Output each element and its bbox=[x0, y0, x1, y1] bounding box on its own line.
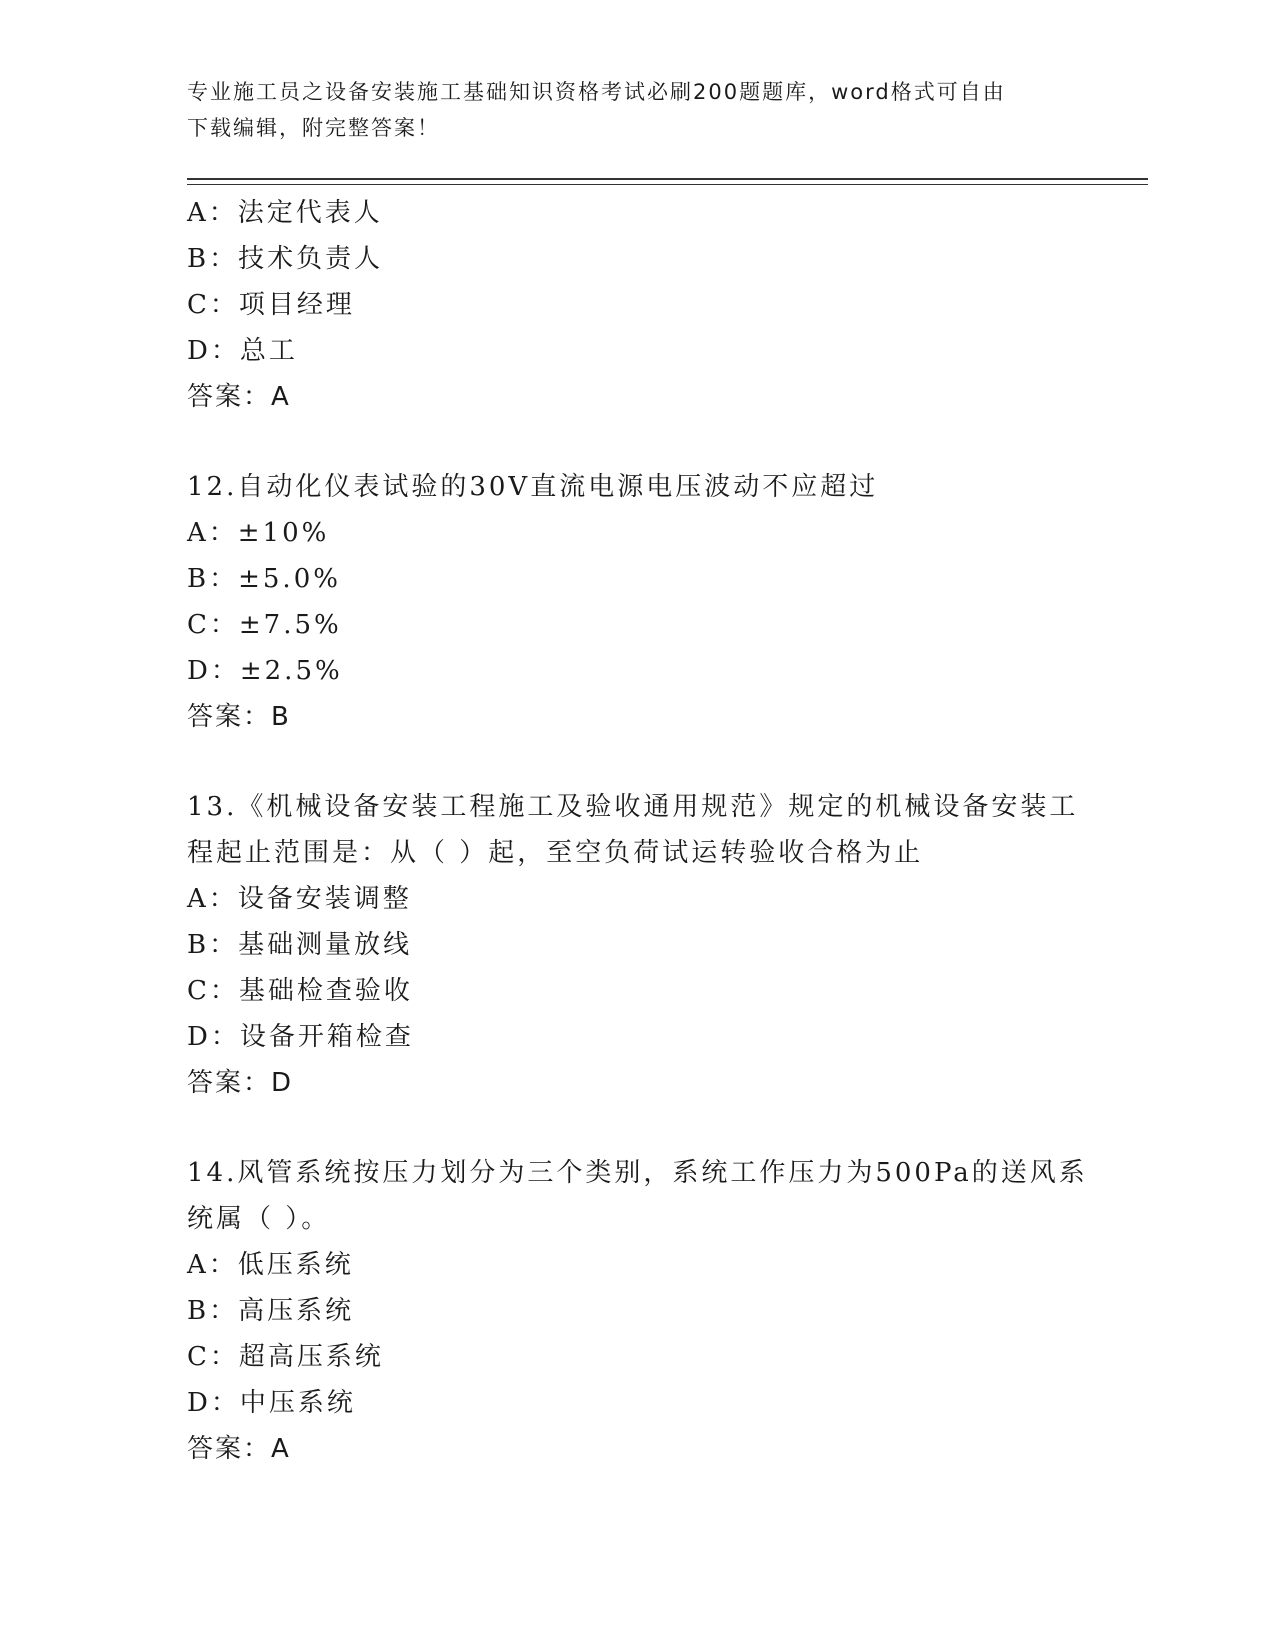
question-block-14 bbox=[187, 1150, 1087, 1472]
answer-line: 答案：D bbox=[187, 1068, 294, 1098]
option-a: A：低压系统 bbox=[187, 1250, 354, 1280]
document-header bbox=[187, 74, 1067, 146]
option-b: B：技术负责人 bbox=[187, 244, 384, 274]
option-b: B：±5.0% bbox=[187, 564, 341, 594]
option-d: D：±2.5% bbox=[187, 656, 343, 686]
header-line-2: 下载编辑，附完整答案！ bbox=[187, 116, 440, 140]
question-text: 12.自动化仪表试验的30V直流电源电压波动不应超过 bbox=[187, 472, 879, 502]
header-line-1: 专业施工员之设备安装施工基础知识资格考试必刷200题题库，word格式可自由 bbox=[187, 80, 1006, 104]
answer-line: 答案：B bbox=[187, 702, 291, 732]
answer-line: 答案：A bbox=[187, 1434, 291, 1464]
option-a: A：法定代表人 bbox=[187, 198, 383, 228]
option-c: C：超高压系统 bbox=[187, 1342, 384, 1372]
question-text-line-2: 统属（ ）。 bbox=[187, 1204, 331, 1234]
answer-line: 答案：A bbox=[187, 382, 291, 412]
question-text-line-1: 14.风管系统按压力划分为三个类别，系统工作压力为500Pa的送风系 bbox=[187, 1158, 1088, 1188]
option-b: B：高压系统 bbox=[187, 1296, 355, 1326]
option-a: A：设备安装调整 bbox=[187, 884, 412, 914]
question-block-13 bbox=[187, 784, 1087, 1106]
option-c: C：±7.5% bbox=[187, 610, 342, 640]
question-block-11 bbox=[187, 190, 1087, 420]
question-list bbox=[187, 190, 1087, 1472]
option-c: C：项目经理 bbox=[187, 290, 355, 320]
option-a: A：±10% bbox=[187, 518, 330, 548]
option-d: D：中压系统 bbox=[187, 1388, 356, 1418]
question-text-line-1: 13.《机械设备安装工程施工及验收通用规范》规定的机械设备安装工 bbox=[187, 792, 1079, 822]
header-divider-thin bbox=[187, 184, 1148, 185]
option-d: D：设备开箱检查 bbox=[187, 1022, 414, 1052]
question-block-12 bbox=[187, 464, 1087, 740]
option-d: D：总工 bbox=[187, 336, 298, 366]
question-text-line-2: 程起止范围是：从（ ）起，至空负荷试运转验收合格为止 bbox=[187, 838, 924, 868]
option-c: C：基础检查验收 bbox=[187, 976, 413, 1006]
header-divider-thick bbox=[187, 178, 1148, 180]
option-b: B：基础测量放线 bbox=[187, 930, 413, 960]
